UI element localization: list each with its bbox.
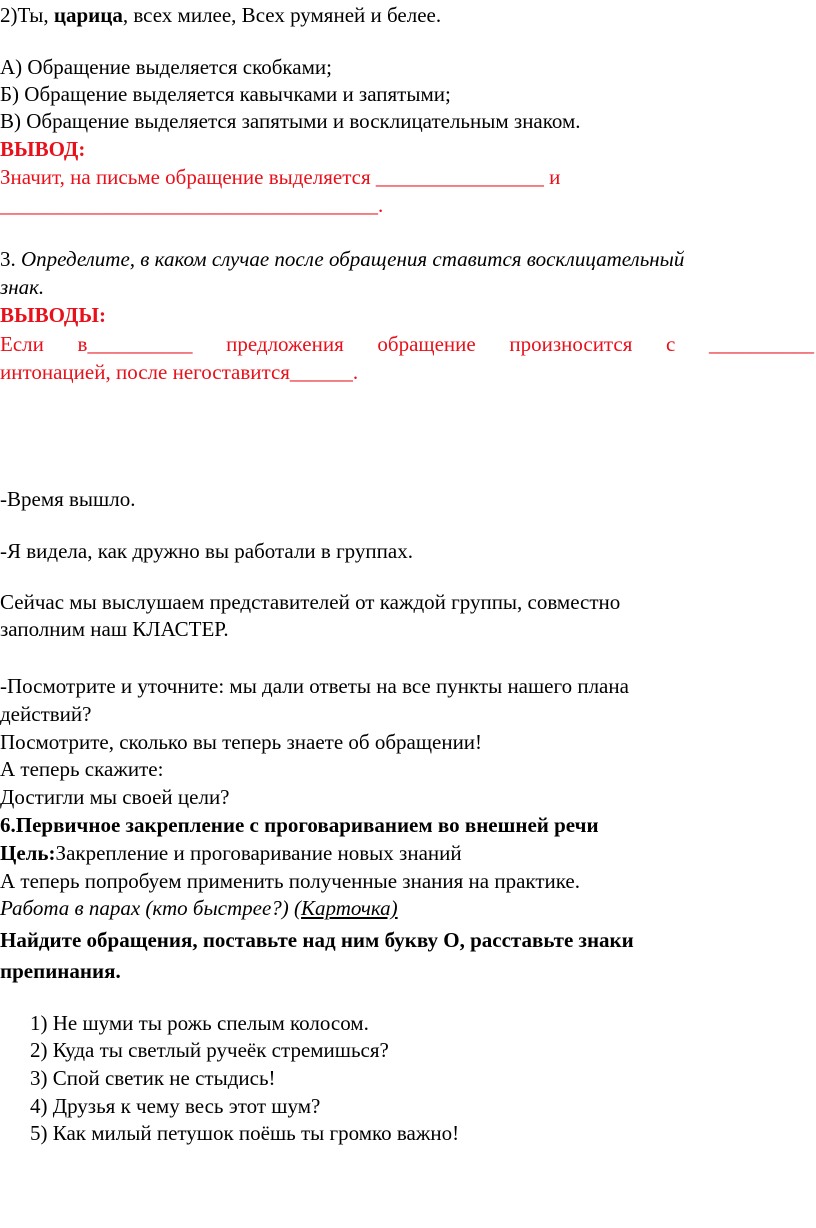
conclusions-line-2: интонацией, после негоставится______.	[0, 360, 359, 384]
pairs-text: Работа в парах (кто быстрее?) (	[0, 896, 302, 920]
exercise-item: 4) Друзья к чему весь этот шум?	[30, 1094, 321, 1118]
section3-question	[0, 246, 684, 273]
question-text: Определите, в каком случае после обращения ставится восклицательный	[21, 247, 685, 271]
word: Если	[0, 332, 44, 356]
conclusion-line-1: Значит, на письме обращение выделяется ________________ и	[0, 165, 561, 189]
option-c: В) Обращение выделяется запятыми и восклицательным знаком.	[0, 109, 581, 133]
conclusion-label: ВЫВОД:	[0, 137, 86, 161]
task-line-2: препинания.	[0, 959, 121, 983]
listen-line-2: заполним наш КЛАСТЕР.	[0, 617, 229, 641]
pairs-line	[0, 895, 398, 922]
card-link[interactable]: Карточка)	[301, 896, 398, 920]
check-line-2: действий?	[0, 702, 92, 726]
exercise-item: 5) Как милый петушок поёшь ты громко важно!	[30, 1121, 460, 1145]
exercise-item: 1) Не шуми ты рожь спелым колосом.	[30, 1011, 369, 1035]
bold-address-word: царица	[53, 3, 123, 27]
section2-sentence	[0, 2, 441, 29]
word: __________	[709, 332, 814, 356]
stage6-heading: 6.Первичное закрепление с проговариванием во внешней речи	[0, 813, 599, 837]
goal-line	[0, 840, 462, 867]
sentence-suffix: , всех милее, Всех румяней и белее.	[122, 3, 442, 27]
word: произносится	[509, 332, 633, 356]
now-say-line: А теперь скажите:	[0, 757, 164, 781]
how-much-line: Посмотрите, сколько вы теперь знаете об обращении!	[0, 730, 483, 754]
conclusion-line-2: ____________________________________.	[0, 193, 384, 217]
apply-line: А теперь попробуем применить полученные знания на практике.	[0, 869, 580, 893]
saw-groups-line: -Я видела, как дружно вы работали в группах.	[0, 539, 413, 563]
option-b: Б) Обращение выделяется кавычками и запятыми;	[0, 82, 451, 106]
word: в__________	[77, 332, 193, 356]
check-line-1: -Посмотрите и уточните: мы дали ответы на все пункты нашего плана	[0, 674, 629, 698]
question-number: 3.	[0, 247, 21, 271]
word: обращение	[377, 332, 476, 356]
task-line-1: Найдите обращения, поставьте над ним букву О, расставьте знаки	[0, 928, 634, 952]
time-up-line: -Время вышло.	[0, 487, 136, 511]
conclusions-line-1	[0, 331, 814, 358]
exercise-item: 2) Куда ты светлый ручеёк стремишься?	[30, 1038, 389, 1062]
option-a: А) Обращение выделяется скобками;	[0, 55, 332, 79]
section3-question-line-2: знак.	[0, 275, 45, 299]
listen-line-1: Сейчас мы выслушаем представителей от каждой группы, совместно	[0, 590, 621, 614]
word: с	[666, 332, 676, 356]
sentence-prefix: 2)Ты,	[0, 3, 54, 27]
goal-text: Закрепление и проговаривание новых знаний	[55, 841, 462, 865]
word: предложения	[226, 332, 344, 356]
goal-label: Цель:	[0, 841, 56, 865]
exercise-item: 3) Спой светик не стыдись!	[30, 1066, 276, 1090]
goal-reached-line: Достигли мы своей цели?	[0, 785, 230, 809]
conclusions-label: ВЫВОДЫ:	[0, 303, 106, 327]
